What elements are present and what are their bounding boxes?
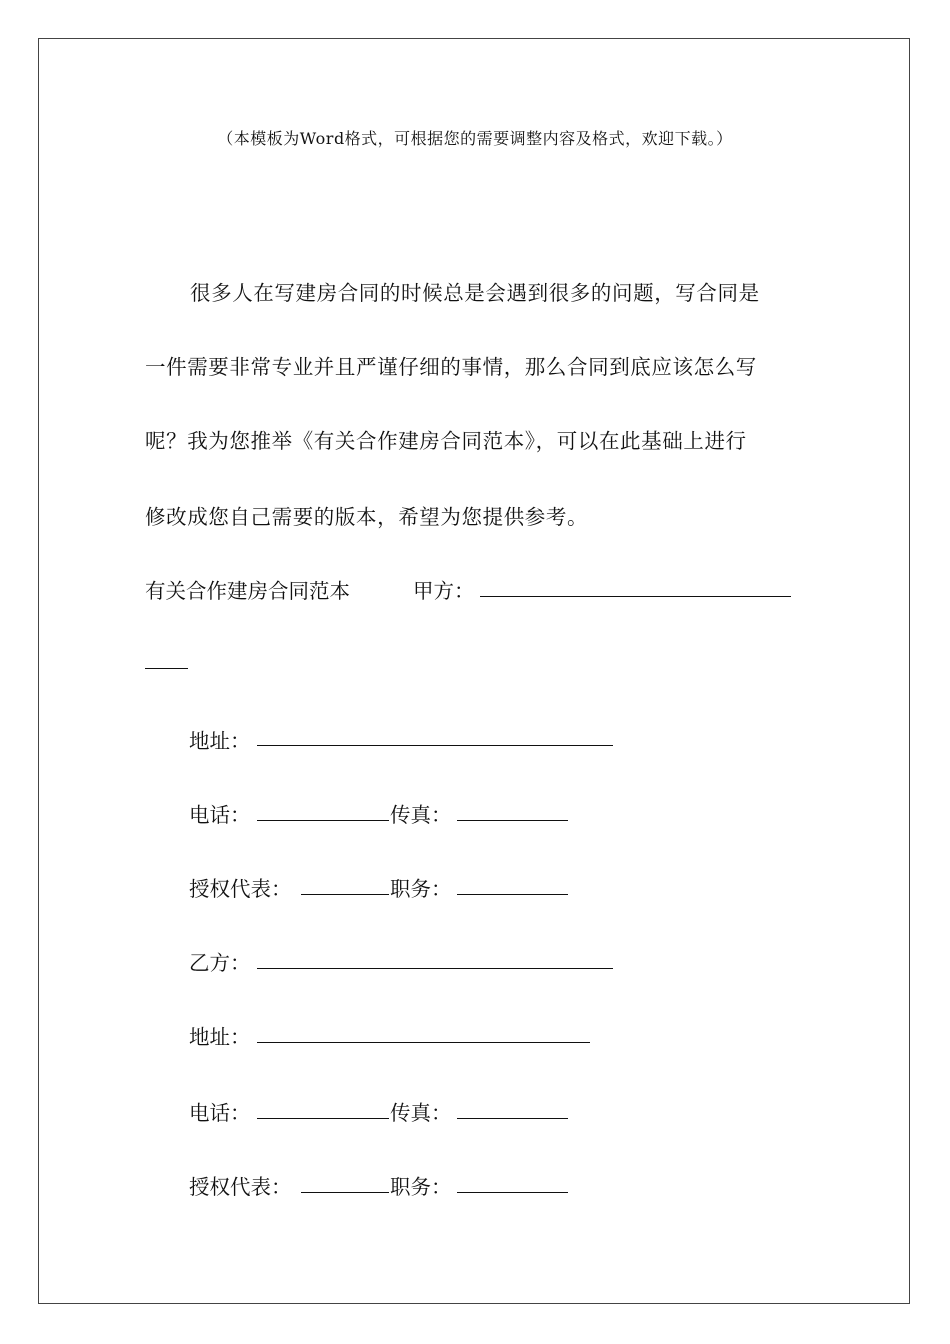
party-b-representative-label: 授权代表： — [189, 1175, 292, 1199]
party-a-fax-blank[interactable] — [457, 820, 568, 821]
party-b-address-blank[interactable] — [257, 1042, 590, 1043]
party-a-representative-blank[interactable] — [301, 894, 389, 895]
party-a-blank-continued[interactable] — [145, 668, 188, 669]
party-a-address-label: 地址： — [189, 729, 251, 753]
contract-title: 有关合作建房合同范本 — [145, 579, 350, 603]
party-a-position-blank[interactable] — [457, 894, 568, 895]
party-a-phone-label: 电话： — [189, 803, 251, 827]
template-note: （本模板为Word格式，可根据您的需要调整内容及格式，欢迎下载。） — [217, 129, 733, 148]
party-b-label: 乙方： — [189, 951, 251, 975]
party-a-blank[interactable] — [480, 596, 791, 597]
party-a-position-label: 职务： — [390, 877, 452, 901]
intro-line-3: 呢？我为您推举《有关合作建房合同范本》，可以在此基础上进行 — [145, 429, 747, 453]
party-a-label: 甲方： — [413, 579, 475, 603]
party-b-phone-blank[interactable] — [257, 1118, 389, 1119]
party-a-address-blank[interactable] — [257, 745, 613, 746]
intro-line-4: 修改成您自己需要的版本，希望为您提供参考。 — [145, 505, 589, 529]
party-b-blank[interactable] — [257, 968, 613, 969]
party-b-position-blank[interactable] — [457, 1192, 568, 1193]
intro-line-1: 很多人在写建房合同的时候总是会遇到很多的问题，写合同是 — [190, 281, 760, 305]
party-b-representative-blank[interactable] — [301, 1192, 389, 1193]
page-border — [38, 38, 910, 1304]
party-b-position-label: 职务： — [390, 1175, 452, 1199]
party-a-phone-blank[interactable] — [257, 820, 389, 821]
party-b-fax-blank[interactable] — [457, 1118, 568, 1119]
party-b-fax-label: 传真： — [390, 1101, 452, 1125]
party-b-address-label: 地址： — [189, 1025, 251, 1049]
party-a-fax-label: 传真： — [390, 803, 452, 827]
party-a-representative-label: 授权代表： — [189, 877, 292, 901]
party-b-phone-label: 电话： — [189, 1101, 251, 1125]
intro-line-2: 一件需要非常专业并且严谨仔细的事情，那么合同到底应该怎么写 — [145, 355, 757, 379]
